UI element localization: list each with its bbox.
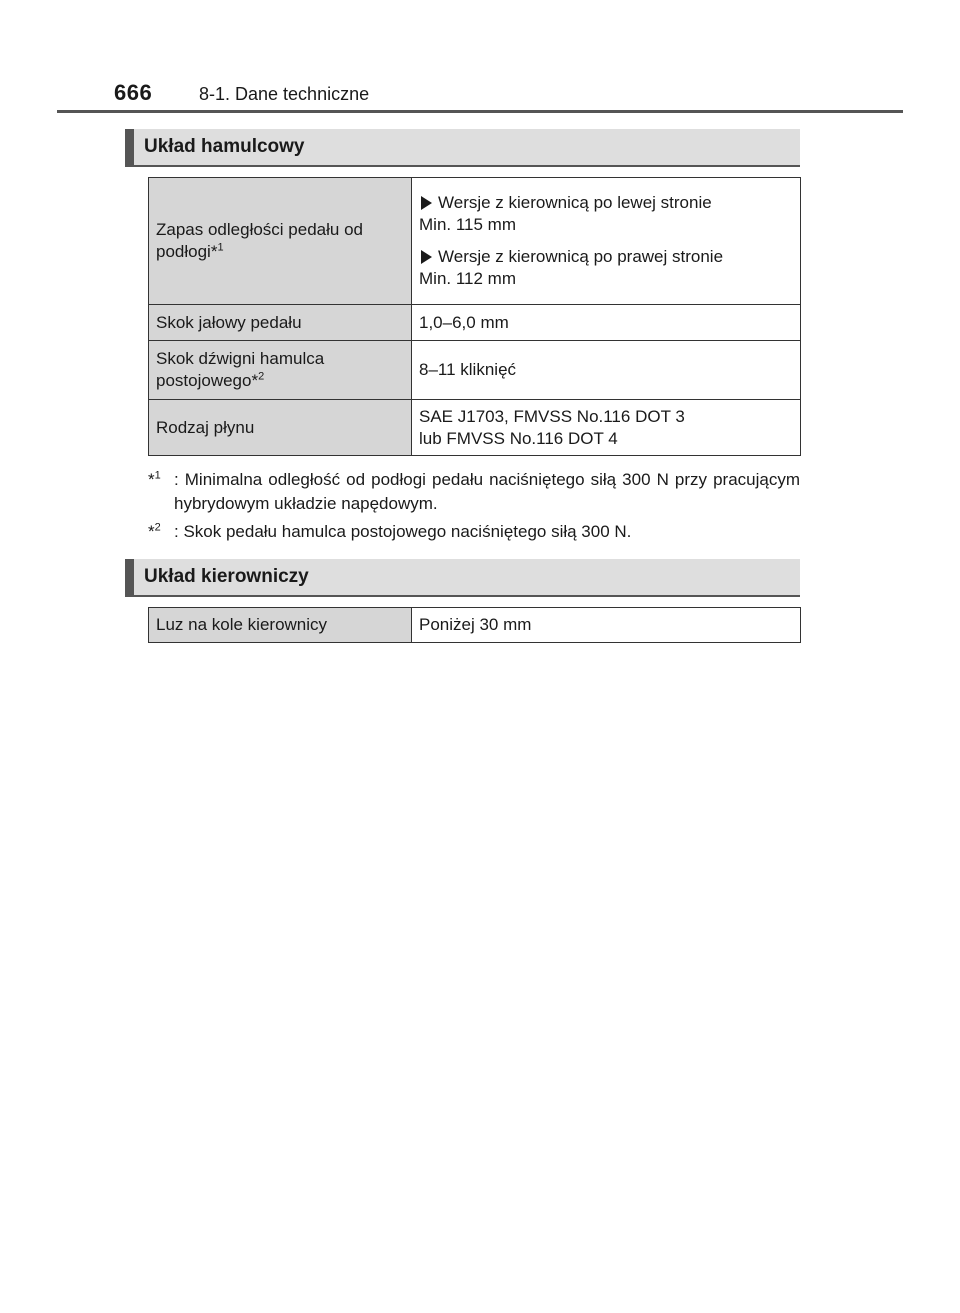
row-value: SAE J1703, FMVSS No.116 DOT 3 lub FMVSS No.116 DOT 4 [412, 400, 801, 456]
row-value: 8–11 kliknięć [412, 341, 801, 400]
row-key: Luz na kole kierownicy [149, 608, 412, 643]
page-number: 666 [114, 80, 153, 105]
section-heading-bar [125, 559, 134, 595]
page-header [0, 0, 960, 116]
table-row [149, 608, 801, 643]
brake-spec-table [148, 177, 801, 456]
table-row [149, 341, 801, 400]
variant-left-hand: Wersje z kierownicą po lewej stronie [419, 192, 793, 214]
row-key: Skok jałowy pedału [149, 305, 412, 341]
chapter-title: 8-1. Dane techniczne [199, 84, 370, 104]
variant-right-hand: Wersje z kierownicą po prawej stronie [419, 246, 793, 268]
header-rule [57, 110, 903, 113]
footnote-1: *$^1$ : Minimalna odległość od podłogi pedału naciśniętego siłą 300 N przy pracującym hybrydowym układzie napędowym. [148, 469, 800, 513]
row-value: Poniżej 30 mm [412, 608, 801, 643]
steering-spec-table [148, 607, 801, 643]
row-key: Zapas odległości pedału od podłogi*$^1$ [149, 178, 412, 305]
triangle-bullet-icon [421, 196, 432, 210]
variant-value: Min. 115 mm [419, 215, 516, 234]
section-heading-bar [125, 129, 134, 165]
row-key: Rodzaj płynu [149, 400, 412, 456]
variant-value: Min. 112 mm [419, 269, 516, 288]
table-row [149, 178, 801, 305]
section-heading-steering [125, 559, 800, 597]
table-row [149, 305, 801, 341]
row-value: 1,0–6,0 mm [412, 305, 801, 341]
section-title: Układ hamulcowy [144, 136, 305, 157]
section-heading-brakes [125, 129, 800, 167]
footnote-2: *$^2$ : Skok pedału hamulca postojowego naciśniętego siłą 300 N. [148, 521, 632, 541]
triangle-bullet-icon [421, 250, 432, 264]
table-row [149, 400, 801, 456]
row-key: Skok dźwigni hamulca postojowego*$^2$ [149, 341, 412, 400]
row-value [412, 178, 801, 305]
section-title: Układ kierowniczy [144, 566, 309, 587]
